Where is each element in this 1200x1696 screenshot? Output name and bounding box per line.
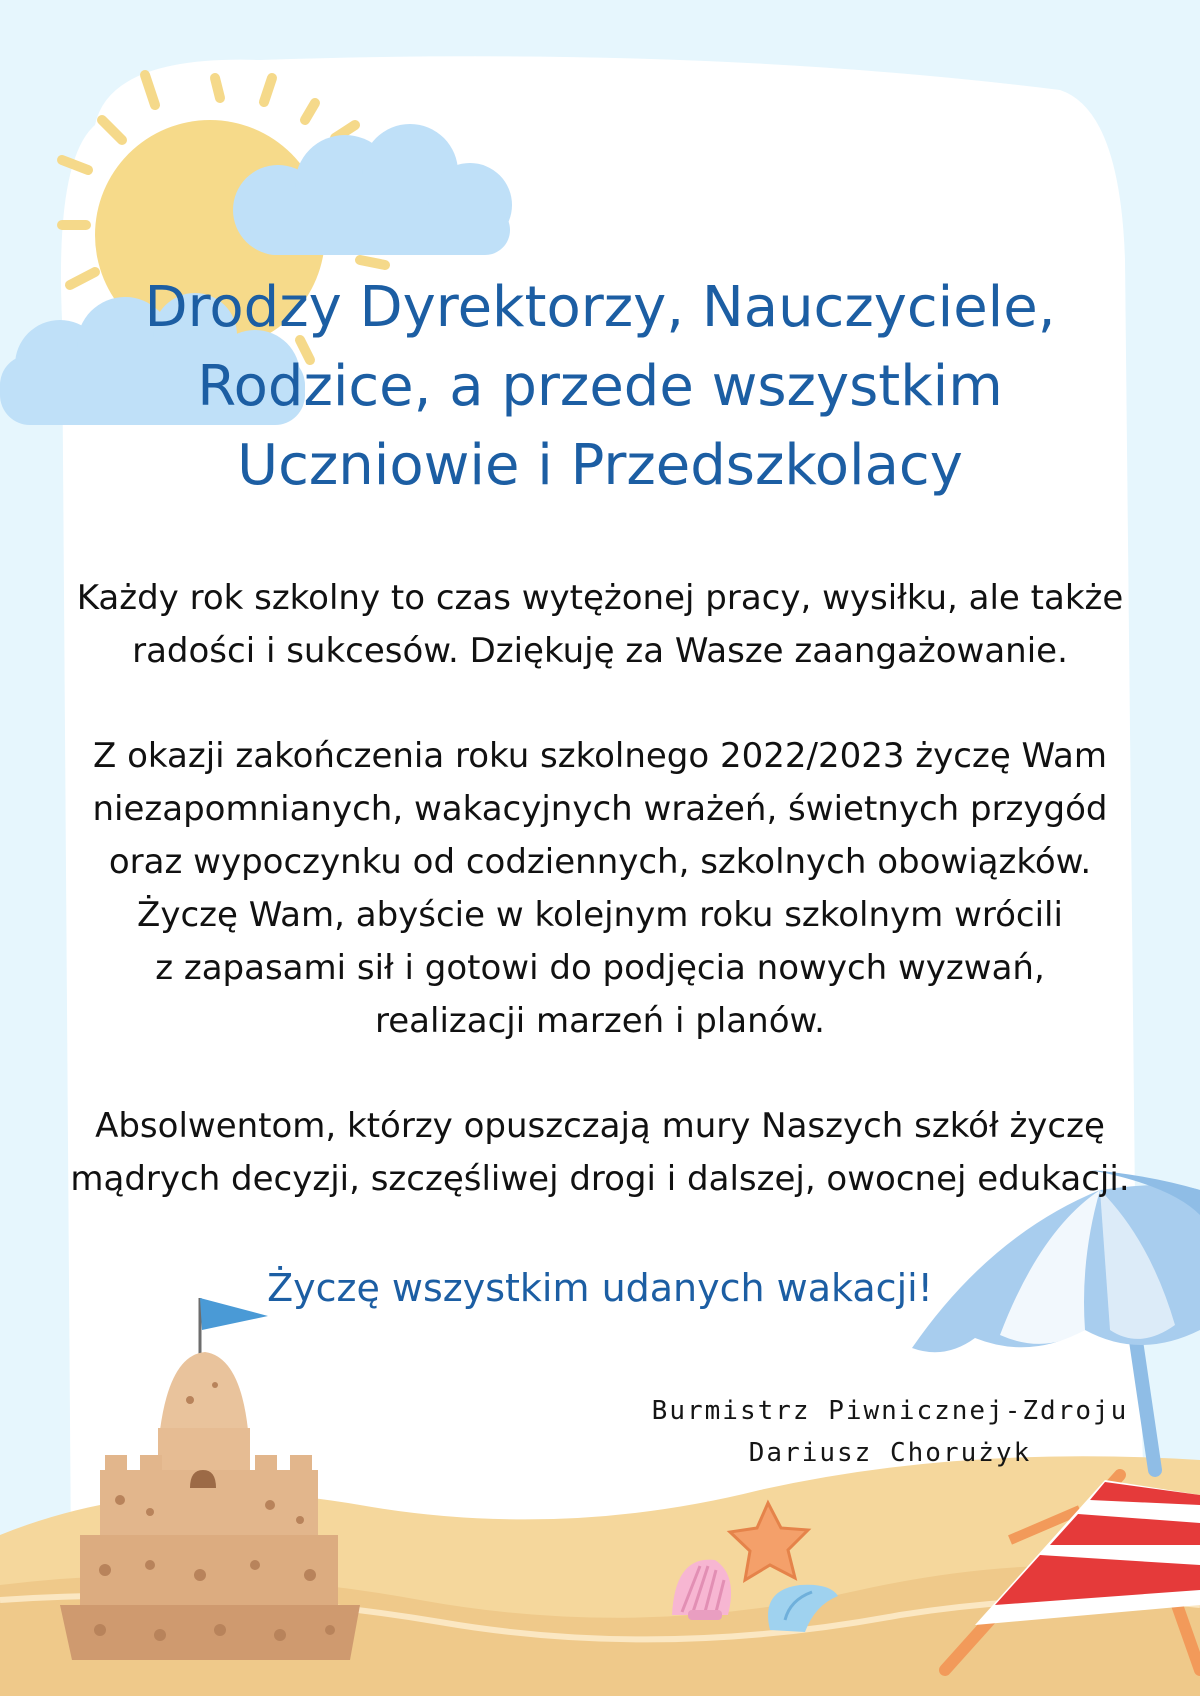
paragraph-line: Absolwentom, którzy opuszczają mury Naszych szkół życzę	[95, 1106, 1105, 1146]
signature-name: Dariusz Chorużyk	[748, 1438, 1032, 1468]
signature	[640, 1390, 1140, 1474]
paragraph-line: radości i sukcesów. Dziękuję za Wasze zaangażowanie.	[132, 631, 1068, 671]
paragraph-line: oraz wypoczynku od codziennych, szkolnych obowiązków.	[108, 842, 1092, 882]
paragraph-graduates	[40, 1100, 1160, 1206]
paragraph-line: Z okazji zakończenia roku szkolnego 2022/2023 życzę Wam	[93, 736, 1107, 776]
paragraph-line: Każdy rok szkolny to czas wytężonej pracy, wysiłku, ale także	[76, 578, 1124, 618]
paragraph-wishes	[40, 730, 1160, 1048]
paragraph-line: z zapasami sił i gotowi do podjęcia nowych wyzwań,	[155, 948, 1045, 988]
paragraph-line: mądrych decyzji, szczęśliwej drogi i dalszej, owocnej edukacji.	[70, 1159, 1130, 1199]
signature-role: Burmistrz Piwnicznej-Zdroju	[651, 1396, 1129, 1426]
title-line: Rodzice, a przede wszystkim	[197, 354, 1003, 419]
paragraph-line: realizacji marzeń i planów.	[375, 1001, 825, 1041]
greeting-title	[100, 268, 1100, 505]
title-line: Drodzy Dyrektorzy, Nauczyciele,	[144, 275, 1056, 340]
paragraph-line: Życzę Wam, abyście w kolejnym roku szkolnym wrócili	[137, 895, 1063, 935]
closing-wish: Życzę wszystkim udanych wakacji!	[267, 1266, 933, 1310]
paragraph-thanks	[40, 572, 1160, 678]
title-line: Uczniowie i Przedszkolacy	[237, 433, 963, 498]
paragraph-line: niezapomnianych, wakacyjnych wrażeń, świetnych przygód	[92, 789, 1108, 829]
